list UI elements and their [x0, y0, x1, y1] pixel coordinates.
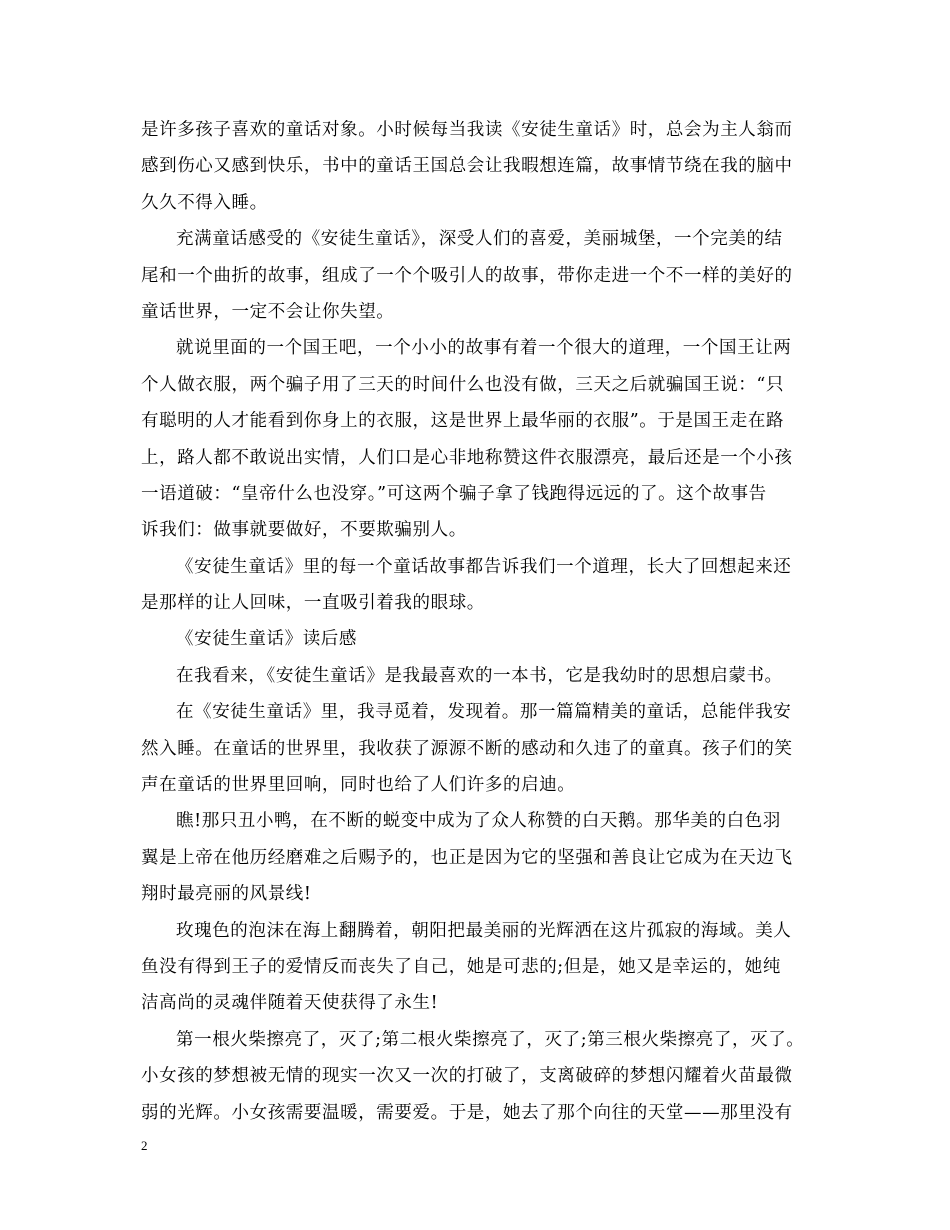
text-line: 上，路人都不敢说出实情，人们口是心非地称赞这件衣服漂亮，最后还是一个小孩 — [141, 447, 793, 468]
text-line: 有聪明的人才能看到你身上的衣服，这是世界上最华丽的衣服”。于是国王走在路 — [141, 411, 785, 432]
text-line: 《安徒生童话》读后感 — [176, 629, 357, 650]
text-line: 久久不得入睡。 — [141, 192, 268, 213]
text-line: 《安徒生童话》里的每一个童话故事都告诉我们一个道理，长大了回想起来还 — [176, 556, 792, 577]
text-line: 洁高尚的灵魂伴随着天使获得了永生! — [141, 993, 439, 1014]
text-line: 是许多孩子喜欢的童话对象。小时候每当我读《安徒生童话》时，总会为主人翁而 — [141, 120, 793, 140]
text-line: 在我看来，《安徒生童话》是我最喜欢的一本书，它是我幼时的思想启蒙书。 — [176, 665, 783, 686]
text-line: 然入睡。在童话的世界里，我收获了源源不断的感动和久违了的童真。孩子们的笑 — [141, 738, 793, 759]
text-line: 一语道破：“皇帝什么也没穿。”可这两个骗子拿了钱跑得远远的了。这个故事告 — [141, 483, 767, 504]
text-line: 是那样的让人回味，一直吸引着我的眼球。 — [141, 593, 485, 614]
text-line: 声在童话的世界里回响，同时也给了人们许多的启迪。 — [141, 775, 576, 796]
text-line: 尾和一个曲折的故事，组成了一个个吸引人的故事，带你走进一个不一样的美好的 — [141, 265, 793, 286]
text-line: 感到伤心又感到快乐，书中的童话王国总会让我暇想连篇，故事情节绕在我的脑中 — [141, 156, 793, 177]
text-line: 第一根火柴擦亮了，灭了;第二根火柴擦亮了，灭了;第三根火柴擦亮了，灭了。 — [176, 1029, 805, 1050]
text-line: 小女孩的梦想被无情的现实一次又一次的打破了，支离破碎的梦想闪耀着火苗最微 — [141, 1066, 793, 1087]
text-line: 玫瑰色的泡沫在海上翻腾着，朝阳把最美丽的光辉洒在这片孤寂的海域。美人 — [176, 920, 792, 941]
text-line: 诉我们：做事就要做好，不要欺骗别人。 — [141, 520, 467, 541]
text-line: 在《安徒生童话》里，我寻觅着，发现着。那一篇篇精美的童话，总能伴我安 — [176, 702, 792, 723]
text-line: 弱的光辉。小女孩需要温暖，需要爱。于是，她去了那个向往的天堂——那里没有 — [141, 1102, 793, 1123]
text-line: 翼是上帝在他历经磨难之后赐予的，也正是因为它的坚强和善良让它成为在天边飞 — [141, 847, 793, 868]
text-line: 鱼没有得到王子的爱情反而丧失了自己，她是可悲的;但是，她又是幸运的，她纯 — [141, 956, 781, 977]
text-line: 童话世界，一定不会让你失望。 — [141, 301, 395, 322]
text-line: 个人做衣服，两个骗子用了三天的时间什么也没有做，三天之后就骗国王说：“只 — [141, 374, 785, 395]
text-line: 瞧!那只丑小鸭，在不断的蜕变中成为了众人称赞的白天鹅。那华美的白色羽 — [176, 811, 781, 832]
page-number: 2 — [141, 1138, 148, 1153]
text-line: 翔时最亮丽的风景线! — [141, 884, 312, 905]
text-line: 充满童话感受的《安徒生童话》，深受人们的喜爱，美丽城堡，一个完美的结 — [176, 229, 783, 250]
body-text — [141, 112, 831, 1131]
text-line: 就说里面的一个国王吧，一个小小的故事有着一个很大的道理，一个国王让两 — [176, 338, 792, 359]
